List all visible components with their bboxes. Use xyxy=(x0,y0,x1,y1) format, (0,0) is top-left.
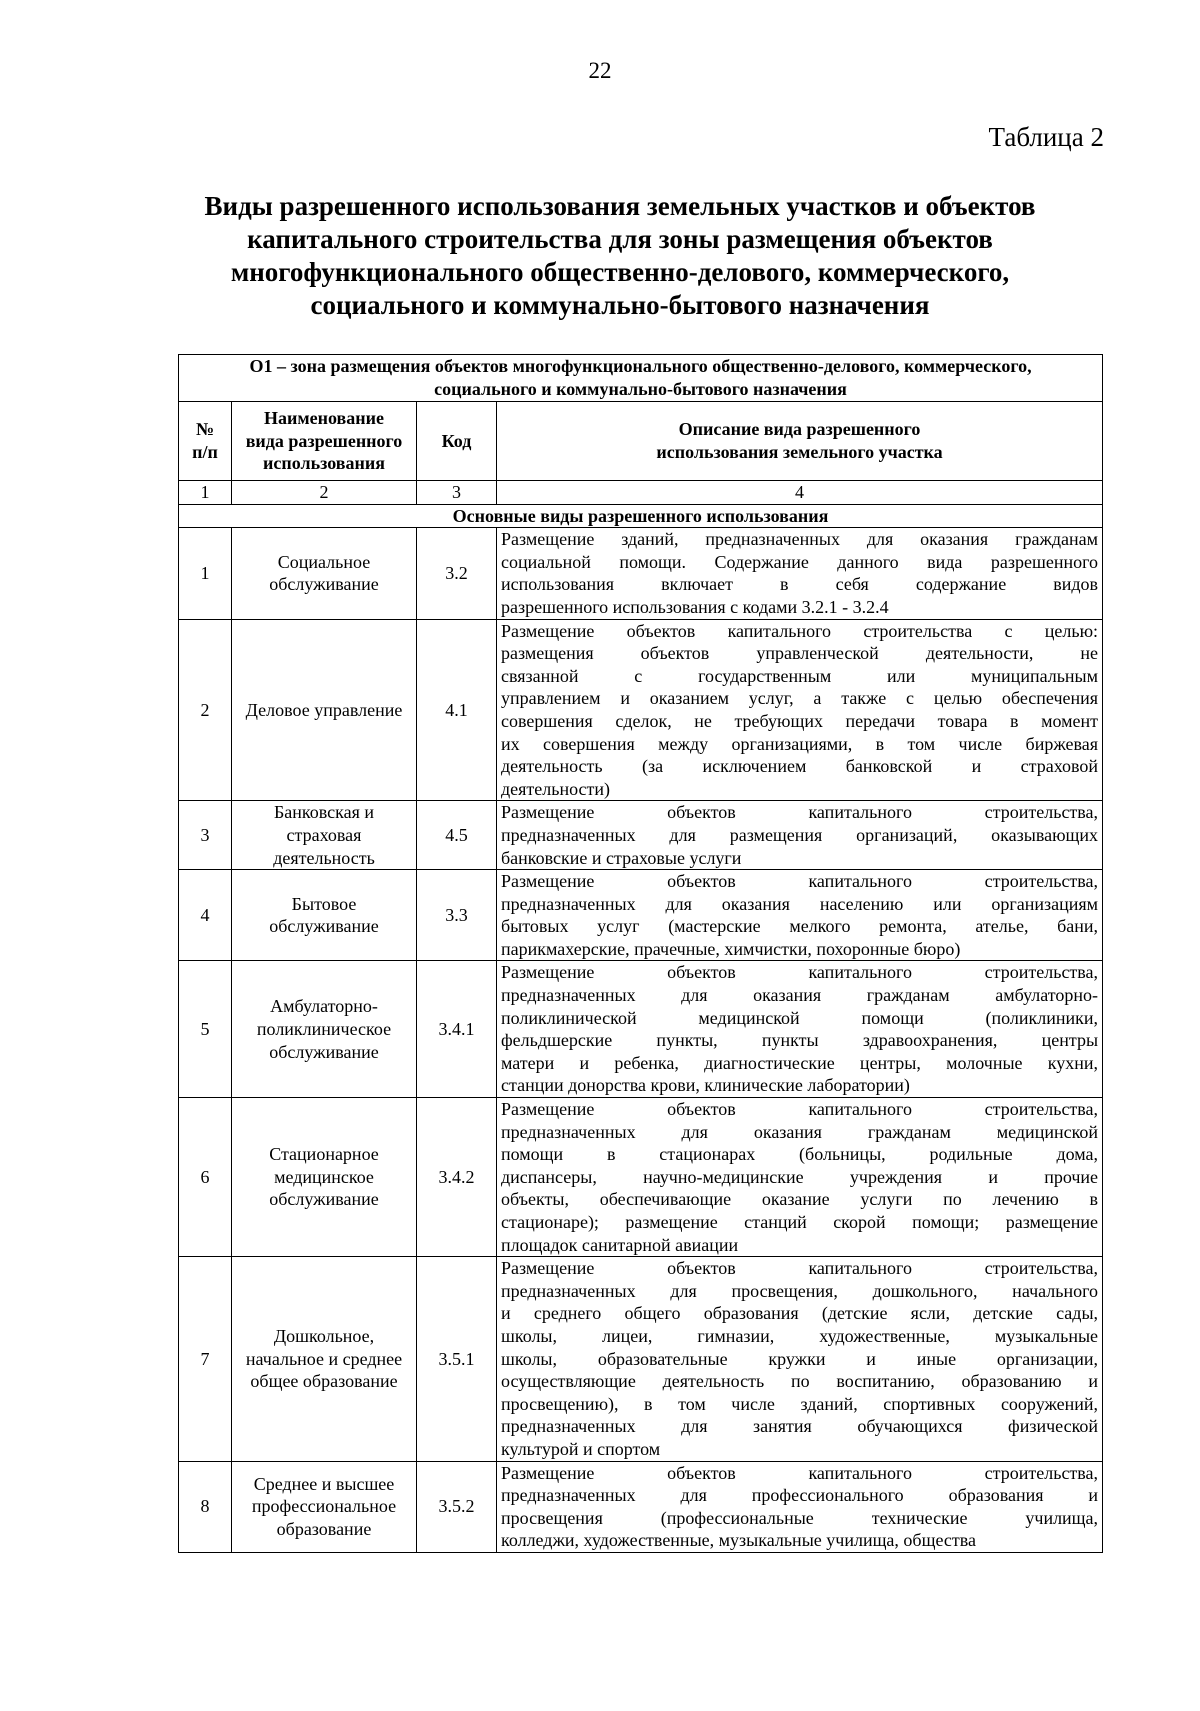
title-line: капитального строительства для зоны размещения объектов xyxy=(247,224,993,254)
table-row xyxy=(179,1098,1103,1257)
row-number: 4 xyxy=(179,870,232,961)
use-code: 3.5.2 xyxy=(417,1461,497,1552)
use-name-line: образование xyxy=(276,1519,372,1540)
description-line: их совершения между организациями, в том числе биржевая xyxy=(501,733,1099,754)
use-code: 3.3 xyxy=(417,870,497,961)
description-line: предназначенных для профессионального образования и xyxy=(501,1485,1099,1506)
page-number: 22 xyxy=(588,58,612,83)
zone-header-cell xyxy=(179,355,1103,402)
description-line: площадок санитарной авиации xyxy=(501,1234,739,1255)
title-line: Виды разрешенного использования земельных участков и объектов xyxy=(204,191,1036,221)
description-line: школы, лицеи, гимназии, художественные, музыкальные xyxy=(501,1325,1099,1346)
description-line: Размещение объектов капитального строительства с целью: xyxy=(501,620,1099,641)
header-code: Код xyxy=(417,402,497,481)
table-row xyxy=(179,619,1103,801)
use-code: 3.4.1 xyxy=(417,961,497,1098)
use-name-line: медицинское xyxy=(274,1166,374,1187)
table-row xyxy=(179,1257,1103,1461)
description-line: совершения сделок, не требующих передачи товара в момент xyxy=(501,710,1099,731)
header-line: использования земельного участка xyxy=(656,442,943,462)
use-name xyxy=(232,528,417,619)
header-line: Описание вида разрешенного xyxy=(678,419,921,440)
use-name-line: профессиональное xyxy=(251,1496,397,1517)
description-line: Размещение зданий, предназначенных для оказания гражданам xyxy=(501,529,1099,550)
description-line: предназначенных для оказания населению или организациям xyxy=(501,893,1099,914)
use-name-line: Социальное xyxy=(277,551,371,572)
row-number: 5 xyxy=(179,961,232,1098)
use-name-line: обслуживание xyxy=(269,916,379,937)
use-name-line: Деловое управление xyxy=(245,699,403,720)
description-line: Размещение объектов капитального строительства, xyxy=(501,1099,1099,1120)
column-number: 4 xyxy=(497,481,1103,505)
description-line: фельдшерские пункты, пункты здравоохранения, центры xyxy=(501,1030,1099,1051)
land-use-table xyxy=(178,354,1103,1553)
description-line: школы, образовательные кружки и иные организации, xyxy=(501,1348,1099,1369)
use-name-line: обслуживание xyxy=(269,1189,379,1210)
use-name xyxy=(232,1257,417,1461)
description-line: диспансеры, научно-медицинские учреждения и прочие xyxy=(501,1166,1099,1187)
use-description xyxy=(497,870,1103,961)
header-line: использования xyxy=(263,453,385,474)
description-line: предназначенных для оказания гражданам амбулаторно- xyxy=(501,985,1099,1006)
description-line: предназначенных для оказания гражданам медицинской xyxy=(501,1121,1099,1142)
use-name-line: Стационарное xyxy=(269,1144,379,1165)
description-line: осуществляющие деятельность по воспитанию, образованию и xyxy=(501,1371,1099,1392)
use-description xyxy=(497,528,1103,619)
description-line: Размещение объектов капитального строительства, xyxy=(501,1462,1099,1483)
table-row xyxy=(179,1461,1103,1552)
section-title: Основные виды разрешенного использования xyxy=(179,504,1103,528)
header-num xyxy=(179,402,232,481)
use-code: 3.2 xyxy=(417,528,497,619)
description-line: разрешенного использования с кодами 3.2.1 - 3.2.4 xyxy=(501,596,889,617)
table-row xyxy=(179,801,1103,870)
use-description xyxy=(497,619,1103,801)
description-line: бытовых услуг (мастерские мелкого ремонта, ателье, бани, xyxy=(501,916,1099,937)
description-line: размещения объектов управленческой деятельности, не xyxy=(501,643,1099,664)
column-number: 1 xyxy=(179,481,232,505)
column-number: 2 xyxy=(232,481,417,505)
column-number-row xyxy=(179,481,1103,505)
use-name-line: деятельность xyxy=(273,847,375,868)
use-name-line: страховая xyxy=(286,824,362,845)
use-name-line: Среднее и высшее xyxy=(253,1473,395,1494)
description-line: Размещение объектов капитального строительства, xyxy=(501,871,1099,892)
description-line: предназначенных для размещения организаций, оказывающих xyxy=(501,824,1099,845)
column-header-row xyxy=(179,402,1103,481)
use-name xyxy=(232,1098,417,1257)
description-line: деятельности) xyxy=(501,778,611,799)
table-row xyxy=(179,961,1103,1098)
use-name-line: общее образование xyxy=(250,1371,398,1392)
use-name-line: обслуживание xyxy=(269,1041,379,1062)
use-name xyxy=(232,801,417,870)
description-line: управлением и оказанием услуг, а также с целью обеспечения xyxy=(501,688,1099,709)
header-line: п/п xyxy=(192,442,218,462)
description-line: социальной помощи. Содержание данного вида разрешенного xyxy=(501,551,1099,572)
description-line: деятельность (за исключением банковской и страховой xyxy=(501,756,1099,777)
zone-header-row xyxy=(179,355,1103,402)
use-name xyxy=(232,619,417,801)
description-line: объекты, обеспечивающие оказание услуги по лечению в xyxy=(501,1189,1099,1210)
description-line: просвещению), в том числе зданий, спортивных сооружений, xyxy=(501,1393,1099,1414)
table-label: Таблица 2 xyxy=(988,122,1104,152)
use-name-line: Банковская и xyxy=(273,802,375,823)
zone-header-line: социального и коммунально-бытового назначения xyxy=(434,379,847,399)
row-number: 3 xyxy=(179,801,232,870)
use-description xyxy=(497,801,1103,870)
use-name-line: Амбулаторно- xyxy=(270,996,378,1017)
use-name xyxy=(232,961,417,1098)
description-line: помощи в стационарах (больницы, родильные дома, xyxy=(501,1144,1099,1165)
use-code: 4.5 xyxy=(417,801,497,870)
zone-header-line: О1 – зона размещения объектов многофункционального общественно-делового, коммерческого, xyxy=(249,356,1032,377)
use-name xyxy=(232,870,417,961)
row-number: 7 xyxy=(179,1257,232,1461)
use-code: 3.4.2 xyxy=(417,1098,497,1257)
description-line: культурой и спортом xyxy=(501,1438,661,1459)
use-description xyxy=(497,1461,1103,1552)
use-description xyxy=(497,1257,1103,1461)
use-name-line: Дошкольное, xyxy=(273,1325,375,1346)
description-line: и среднего общего образования (детские ясли, детские сады, xyxy=(501,1303,1099,1324)
use-description xyxy=(497,1098,1103,1257)
use-description xyxy=(497,961,1103,1098)
row-number: 2 xyxy=(179,619,232,801)
header-desc xyxy=(497,402,1103,481)
row-number: 1 xyxy=(179,528,232,619)
description-line: связанной с государственным или муниципальным xyxy=(501,665,1099,686)
row-number: 6 xyxy=(179,1098,232,1257)
description-line: станции донорства крови, клинические лаборатории) xyxy=(501,1075,910,1096)
column-number: 3 xyxy=(417,481,497,505)
document-title xyxy=(160,190,1080,322)
description-line: предназначенных для просвещения, дошкольного, начального xyxy=(501,1280,1099,1301)
description-line: Размещение объектов капитального строительства, xyxy=(501,802,1099,823)
use-name xyxy=(232,1461,417,1552)
description-line: парикмахерские, прачечные, химчистки, похоронные бюро) xyxy=(501,938,961,959)
use-code: 3.5.1 xyxy=(417,1257,497,1461)
title-line: социального и коммунально-бытового назначения xyxy=(310,290,930,320)
description-line: использования включает в себя содержание видов xyxy=(501,574,1099,595)
use-name-line: начальное и среднее xyxy=(245,1348,403,1369)
use-name-line: Бытовое xyxy=(291,893,357,914)
header-line: Наименование xyxy=(264,408,384,429)
description-line: банковские и страховые услуги xyxy=(501,847,742,868)
description-line: колледжи, художественные, музыкальные училища, общества xyxy=(501,1530,976,1551)
description-line: стационаре); размещение станций скорой помощи; размещение xyxy=(501,1212,1099,1232)
description-line: матери и ребенка, диагностические центры, молочные кухни, xyxy=(501,1052,1099,1073)
use-name-line: поликлиническое xyxy=(256,1018,392,1039)
description-line: Размещение объектов капитального строительства, xyxy=(501,962,1099,983)
table-row xyxy=(179,870,1103,961)
header-line: № xyxy=(195,419,215,440)
title-line: многофункционального общественно-делового, коммерческого, xyxy=(230,257,1010,287)
section-row xyxy=(179,504,1103,528)
description-line: поликлинической медицинской помощи (поликлиники, xyxy=(501,1007,1099,1028)
header-line: вида разрешенного xyxy=(245,430,403,451)
description-line: просвещения (профессиональные технические училища, xyxy=(501,1507,1099,1528)
row-number: 8 xyxy=(179,1461,232,1552)
header-name xyxy=(232,402,417,481)
table-row xyxy=(179,528,1103,619)
use-name-line: обслуживание xyxy=(269,574,379,595)
description-line: предназначенных для занятия обучающихся физической xyxy=(501,1416,1099,1437)
use-code: 4.1 xyxy=(417,619,497,801)
description-line: Размещение объектов капитального строительства, xyxy=(501,1258,1099,1279)
